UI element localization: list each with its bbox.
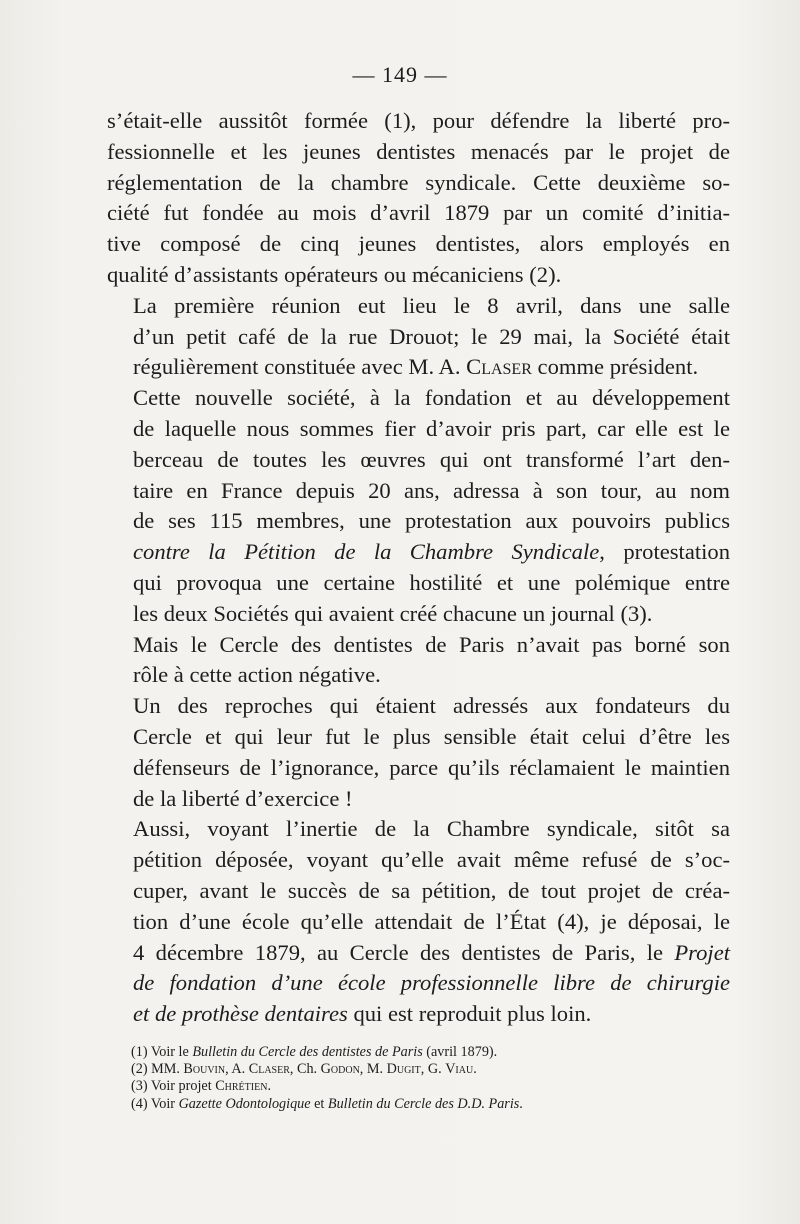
italic-text: Bulletin du Cercle des D.D. Paris [327, 1095, 520, 1112]
small-caps-name: Bouvin [183, 1061, 226, 1078]
text-run: . [519, 1095, 523, 1112]
text-line [107, 414, 730, 445]
small-caps-name: Chrétien [215, 1078, 268, 1095]
text-run: . [473, 1061, 477, 1078]
text-run: pétition déposée, voyant qu’elle avait même refusé de s’oc- [133, 847, 730, 873]
text-line [107, 506, 730, 537]
body-text [107, 106, 730, 1030]
text-run: qui est reproduit plus loin. [347, 1001, 592, 1027]
footnotes [131, 1044, 691, 1113]
footnote [131, 1096, 691, 1113]
text-run: tion d’une école qu’elle attendait de l’État (4), je déposai, le [133, 908, 730, 934]
text-line [107, 383, 730, 414]
text-run: , G. [420, 1061, 446, 1078]
text-run: rôle à cette action négative. [133, 662, 381, 688]
text-run: Un des reproches qui étaient adressés aux fondateurs du [133, 693, 730, 719]
italic-text: Bulletin du Cercle des dentistes de Paris [192, 1044, 423, 1060]
text-run: d’un petit café de la rue Drouot; le 29 mai, la Société était [133, 323, 730, 349]
small-caps-name: Claser [248, 1061, 290, 1078]
text-run: les deux Sociétés qui avaient créé chacune un journal (3). [133, 600, 653, 626]
text-line [107, 537, 730, 568]
small-caps-name: Godon [320, 1061, 360, 1078]
text-run: 4 décembre 1879, au Cercle des dentistes de Paris, le [133, 939, 675, 965]
text-line [107, 845, 730, 876]
small-caps-name: Dugit [386, 1061, 421, 1078]
italic-text: Projet [674, 939, 730, 965]
text-run: (4) Voir [131, 1095, 179, 1112]
text-line [107, 722, 730, 753]
text-run: de la liberté d’exercice ! [133, 785, 353, 811]
text-run: Mais le Cercle des dentistes de Paris n’avait pas borné son [133, 631, 730, 657]
text-line [107, 938, 730, 969]
text-run: réglementation de la chambre syndicale. Cette deuxième so- [107, 169, 730, 195]
italic-text: Gazette Odontologique [178, 1095, 311, 1112]
text-run: tive composé de cinq jeunes dentistes, alors employés en [107, 231, 730, 257]
paragraph [107, 106, 730, 291]
page-number: — 149 — [352, 62, 448, 87]
text-run: défenseurs de l’ignorance, parce qu’ils réclamaient le maintien [133, 754, 730, 780]
text-run: , A. [225, 1061, 249, 1078]
text-run: La première réunion eut lieu le 8 avril, dans une salle [133, 292, 730, 318]
text-line [107, 106, 730, 137]
text-run: , Ch. [289, 1061, 321, 1078]
text-run: ciété fut fondée au mois d’avril 1879 par un comité d’initia- [107, 200, 730, 226]
text-line [107, 260, 730, 291]
text-line [107, 476, 730, 507]
paragraph [107, 814, 730, 1030]
text-run: (avril 1879). [422, 1044, 498, 1060]
text-run: , M. [359, 1061, 387, 1078]
italic-text: contre la Pétition de la Chambre Syndicale [133, 539, 600, 565]
text-run: taire en France depuis 20 ans, adressa à son tour, au nom [133, 477, 730, 503]
text-line [107, 999, 730, 1030]
text-line [107, 322, 730, 353]
text-line [107, 445, 730, 476]
text-run: . [267, 1078, 271, 1095]
text-line [107, 814, 730, 845]
text-line [107, 876, 730, 907]
text-line [107, 229, 730, 260]
text-run: (2) MM. [131, 1061, 184, 1078]
text-line [107, 599, 730, 630]
paragraph [107, 291, 730, 383]
text-run: régulièrement constituée avec M. A. [133, 354, 467, 380]
paragraph [107, 630, 730, 692]
text-run: et [310, 1095, 328, 1112]
text-line [107, 753, 730, 784]
italic-text: et de prothèse dentaires [133, 1001, 348, 1027]
text-line [107, 568, 730, 599]
text-run: (3) Voir projet [131, 1078, 216, 1095]
text-run: comme président. [531, 354, 699, 380]
text-line [107, 784, 730, 815]
footnote [131, 1061, 691, 1078]
small-caps-name: Claser [466, 354, 532, 380]
text-run: (1) Voir le [131, 1044, 193, 1060]
text-run: qui provoqua une certaine hostilité et une polémique entre [133, 569, 730, 595]
text-line [107, 660, 730, 691]
text-line [107, 352, 730, 383]
text-run: Cette nouvelle société, à la fondation et au développement [133, 385, 730, 411]
text-line [107, 691, 730, 722]
italic-text: de fondation d’une école professionnelle libre de chirurgie [133, 970, 730, 996]
text-run: qualité d’assistants opérateurs ou mécaniciens (2). [107, 261, 562, 287]
text-run: berceau de toutes les œuvres qui ont transformé l’art den- [133, 446, 730, 472]
footnote [131, 1044, 691, 1061]
small-caps-name: Viau [445, 1061, 474, 1078]
text-run: fessionnelle et les jeunes dentistes menacés par le projet de [107, 138, 730, 164]
text-run: Aussi, voyant l’inertie de la Chambre syndicale, sitôt sa [133, 816, 730, 842]
paragraph [107, 383, 730, 629]
text-line [107, 168, 730, 199]
text-line [107, 291, 730, 322]
text-run: cuper, avant le succès de sa pétition, de tout projet de créa- [133, 877, 730, 903]
text-line [107, 630, 730, 661]
text-line [107, 198, 730, 229]
text-run: , protestation [599, 539, 730, 565]
paragraph [107, 691, 730, 814]
text-run: Cercle et qui leur fut le plus sensible était celui d’être les [133, 723, 730, 749]
text-run: s’était-elle aussitôt formée (1), pour défendre la liberté pro- [107, 108, 730, 133]
text-run: de ses 115 membres, une protestation aux pouvoirs publics [133, 508, 730, 534]
footnote [131, 1078, 691, 1095]
text-line [107, 907, 730, 938]
text-line [107, 968, 730, 999]
text-run: de laquelle nous sommes fier d’avoir pris part, car elle est le [133, 415, 730, 441]
text-line [107, 137, 730, 168]
